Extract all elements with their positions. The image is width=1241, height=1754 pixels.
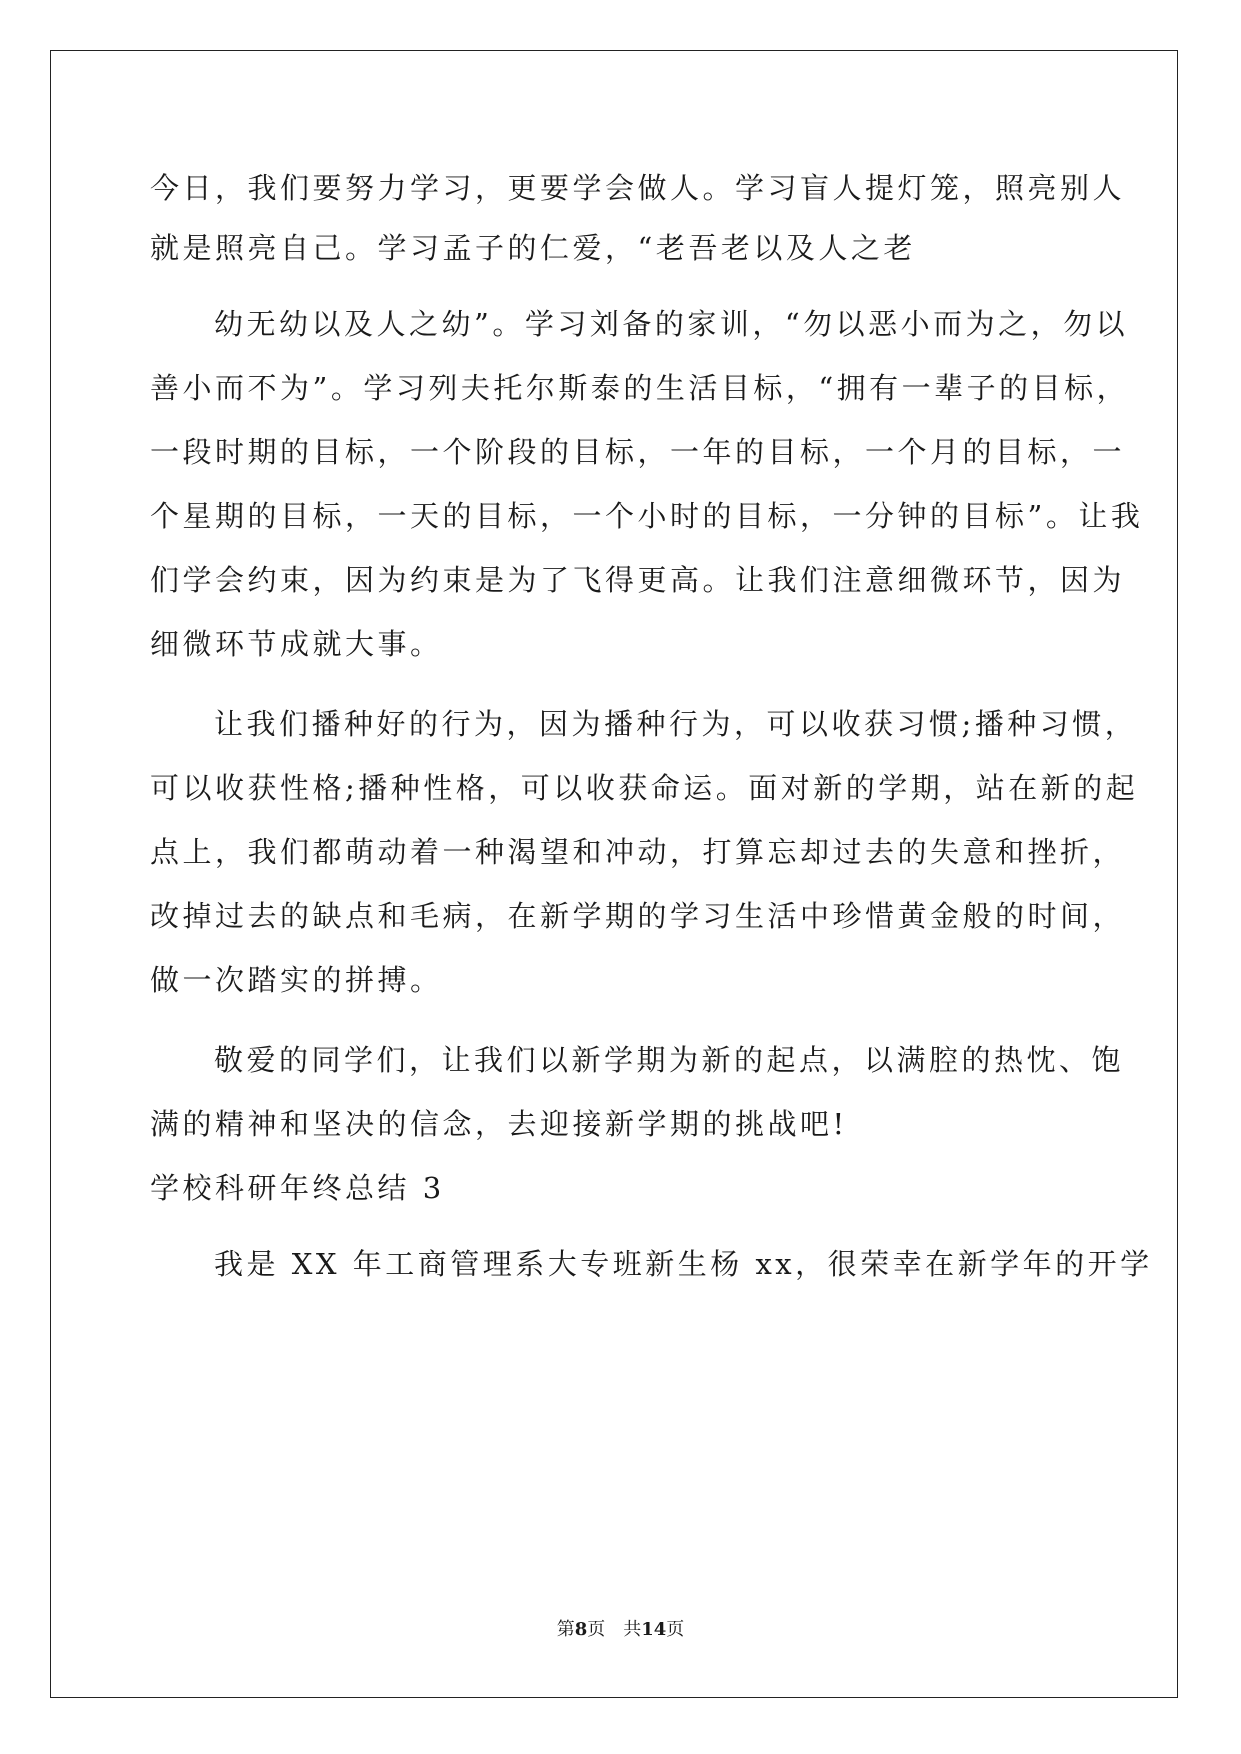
text-line: 善小而不为”。学习列夫托尔斯泰的生活目标，“拥有一辈子的目标， (150, 371, 1130, 405)
footer-mid: 页 共 (587, 1619, 642, 1640)
text-line: 今日，我们要努力学习，更要学会做人。学习盲人提灯笼，照亮别人 (150, 171, 1126, 205)
text-line: 幼无幼以及人之幼”。学习刘备的家训，“勿以恶小而为之，勿以 (214, 307, 1129, 341)
text-line: 点上，我们都萌动着一种渴望和冲动，打算忘却过去的失意和挫折， (150, 835, 1126, 869)
text-line: 做一次踏实的拼搏。 (150, 963, 443, 997)
text-line: 让我们播种好的行为，因为播种行为，可以收获习惯;播种习惯， (214, 707, 1138, 741)
text-line: 们学会约束，因为约束是为了飞得更高。让我们注意细微环节，因为 (150, 563, 1126, 597)
page-border (50, 50, 1178, 1698)
text-line: 个星期的目标，一天的目标，一个小时的目标，一分钟的目标”。让我 (150, 499, 1144, 533)
text-line: 就是照亮自己。学习孟子的仁爱，“老吾老以及人之老 (150, 231, 916, 265)
page-total: 14 (641, 1619, 667, 1640)
text-line: 我是 XX 年工商管理系大专班新生杨 xx，很荣幸在新学年的开学 (214, 1247, 1153, 1281)
text-line: 满的精神和坚决的信念，去迎接新学期的挑战吧! (150, 1107, 848, 1141)
footer-suffix: 页 (666, 1619, 685, 1640)
text-line: 一段时期的目标，一个阶段的目标，一年的目标，一个月的目标，一 (150, 435, 1126, 469)
section-heading: 学校科研年终总结 3 (150, 1171, 445, 1205)
page-number: 8 (574, 1619, 588, 1640)
text-line: 敬爱的同学们，让我们以新学期为新的起点，以满腔的热忱、饱 (214, 1043, 1125, 1077)
text-line: 改掉过去的缺点和毛病，在新学期的学习生活中珍惜黄金般的时间， (150, 899, 1126, 933)
text-line: 可以收获性格;播种性格，可以收获命运。面对新的学期，站在新的起 (150, 771, 1139, 805)
footer-prefix: 第 (556, 1619, 575, 1640)
page-footer (0, 1618, 1241, 1642)
text-line: 细微环节成就大事。 (150, 627, 443, 661)
